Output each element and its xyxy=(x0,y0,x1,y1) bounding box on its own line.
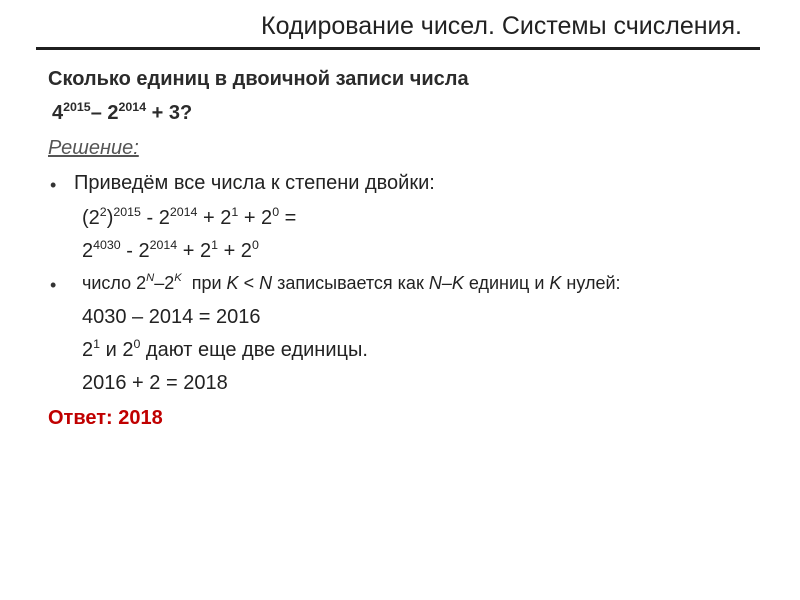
s2-part: 2 xyxy=(82,339,94,361)
question-line: Сколько единиц в двоичной записи числа xyxy=(48,68,469,90)
eq2-part: + 2 xyxy=(218,240,252,262)
step-3: 2016 + 2 = 2018 xyxy=(82,372,228,394)
expr-base-2: 2 xyxy=(107,102,119,124)
expr-tail: + 3? xyxy=(146,102,193,124)
eq1-part: - 2 xyxy=(140,207,170,229)
eq1-exp: 2014 xyxy=(169,204,198,219)
eq1-part: = xyxy=(279,207,297,229)
b2-part: единиц и xyxy=(463,273,550,293)
eq1-exp: 0 xyxy=(272,204,280,219)
bullet-2-text xyxy=(82,273,621,294)
eq1-part: (2 xyxy=(82,207,100,229)
eq1-part: + 2 xyxy=(197,207,232,229)
b2-part: число 2 xyxy=(82,273,147,293)
equation-1 xyxy=(82,204,297,230)
eq2-part: + 2 xyxy=(177,240,212,262)
answer-value: 2018 xyxy=(118,407,163,429)
eq2-exp: 1 xyxy=(211,237,219,252)
bullet-1-dot: • xyxy=(50,175,57,195)
expr-exp-2014: 2014 xyxy=(118,99,147,114)
eq2-exp: 4030 xyxy=(93,237,121,252)
s2-exp: 1 xyxy=(93,336,101,351)
s2-part: дают еще две единицы. xyxy=(140,339,368,361)
b2-exp-n: N xyxy=(146,272,155,285)
b2-part: записывается как xyxy=(272,273,429,293)
b2-exp-k: K xyxy=(174,272,182,285)
eq1-part: + 2 xyxy=(238,207,273,229)
b2-var-k: K xyxy=(549,273,562,293)
b2-part: < xyxy=(238,273,260,293)
eq1-exp: 1 xyxy=(231,204,239,219)
slide-title: Кодирование чисел. Системы счисления. xyxy=(261,12,742,40)
s2-exp: 0 xyxy=(133,336,141,351)
expr-base-4: 4 xyxy=(52,102,64,124)
b2-part: –2 xyxy=(154,273,175,293)
eq2-exp: 2014 xyxy=(149,237,178,252)
step-2 xyxy=(82,336,368,362)
equation-2 xyxy=(82,237,259,263)
eq1-exp: 2 xyxy=(99,204,107,219)
eq1-exp: 2015 xyxy=(113,204,141,219)
question-expression xyxy=(52,99,193,125)
b2-var-n: N xyxy=(259,273,273,293)
eq1-part: ) xyxy=(106,207,114,229)
s2-part: и 2 xyxy=(100,339,134,361)
expr-minus: – xyxy=(90,102,108,124)
eq2-exp: 0 xyxy=(251,237,259,252)
answer-label: Ответ: xyxy=(48,407,119,429)
answer xyxy=(48,407,163,430)
title-underline xyxy=(36,47,760,50)
expr-exp-2015: 2015 xyxy=(63,99,91,114)
bullet-2-dot: • xyxy=(50,275,57,295)
bullet-1-text: Приведём все числа к степени двойки: xyxy=(74,172,435,194)
eq2-part: - 2 xyxy=(120,240,150,262)
solution-label: Решение: xyxy=(48,137,139,159)
eq2-part: 2 xyxy=(82,240,94,262)
b2-part: при xyxy=(181,273,227,293)
b2-part: нулей: xyxy=(561,273,621,293)
step-1: 4030 – 2014 = 2016 xyxy=(82,306,261,328)
b2-var-nk: N–K xyxy=(428,273,464,293)
b2-var-k: K xyxy=(226,273,239,293)
